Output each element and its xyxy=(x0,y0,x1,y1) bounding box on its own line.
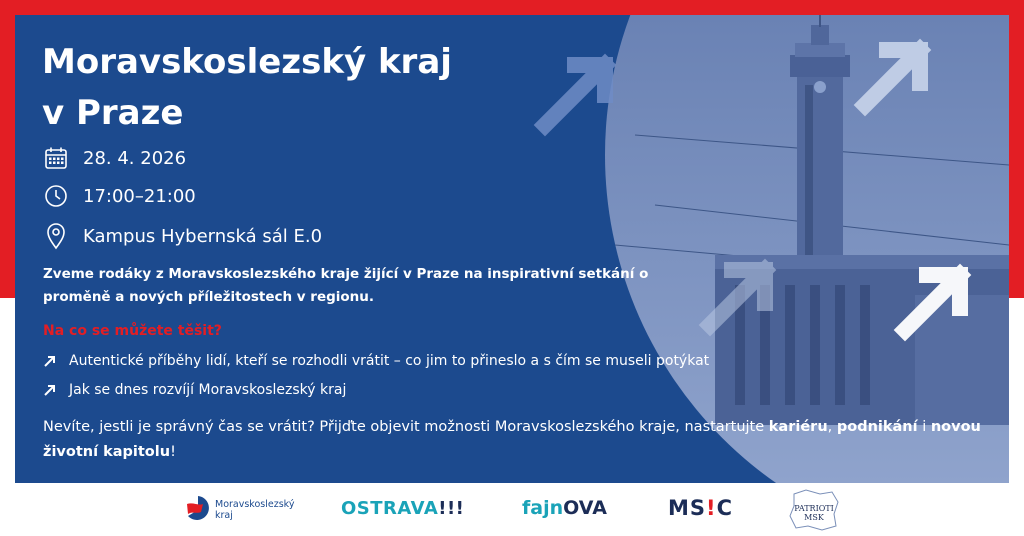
patrioti-logo-line-2: MSK xyxy=(804,513,824,522)
logo-fajnova xyxy=(522,497,607,519)
time-row xyxy=(43,183,196,209)
closing-bold-business: podnikání xyxy=(836,419,918,435)
date-row xyxy=(43,145,186,171)
highlight-item xyxy=(43,353,709,369)
event-banner xyxy=(15,15,1009,483)
event-title xyxy=(42,37,562,139)
logo-moravskoslezsky-kraj xyxy=(185,494,294,526)
highlight-text: Jak se dnes rozvíjí Moravskoslezský kraj xyxy=(69,382,347,398)
closing-text xyxy=(43,415,983,465)
msk-logo-line-2: kraj xyxy=(215,510,233,521)
location-pin-icon xyxy=(43,223,69,249)
fajnova-logo-text-a: fajn xyxy=(522,497,564,519)
partner-logos xyxy=(0,488,1024,536)
msic-logo-text-b: C xyxy=(716,496,734,520)
logo-ostrava xyxy=(341,498,464,519)
event-description: Zveme rodáky z Moravskoslezského kraje žijící v Praze na inspirativní setkání o proměně a nových příležitostech v regionu. xyxy=(43,266,649,305)
event-venue: Kampus Hybernská sál E.0 xyxy=(83,225,323,247)
title-line-2: v Praze xyxy=(42,93,184,133)
msic-logo-exclamation: ! xyxy=(706,496,717,520)
msk-emblem-icon xyxy=(185,494,211,526)
patrioti-logo-line-1: PATRIOTI xyxy=(794,504,834,513)
msic-logo-text-a: MS xyxy=(668,496,707,520)
closing-text-part: Nevíte, jestli je správný čas se vrátit? Přijďte objevit možnosti Moravskoslezského kraje, nastartujte xyxy=(43,419,769,435)
closing-end: ! xyxy=(170,444,176,460)
highlights-heading: Na co se můžete těšit? xyxy=(43,323,222,339)
ostrava-logo-text: OSTRAVA xyxy=(341,498,439,519)
highlight-text: Autentické příběhy lidí, kteří se rozhodli vrátit – co jim to přineslo a s čím se museli potýkat xyxy=(69,353,710,369)
venue-row xyxy=(43,223,322,249)
title-line-1: Moravskoslezský kraj xyxy=(42,42,452,82)
closing-text-part: i xyxy=(917,419,931,435)
logo-patrioti-msk xyxy=(786,488,842,532)
clock-icon xyxy=(43,183,69,209)
highlight-item xyxy=(43,382,346,398)
fajnova-logo-text-b: OVA xyxy=(563,497,607,519)
event-time: 17:00–21:00 xyxy=(83,185,196,207)
arrow-up-right-icon xyxy=(43,354,57,368)
logo-msic xyxy=(668,496,733,520)
arrow-up-right-icon xyxy=(43,383,57,397)
event-date: 28. 4. 2026 xyxy=(83,147,187,169)
ostrava-logo-exclamations: !!! xyxy=(438,498,465,519)
closing-bold-career: kariéru xyxy=(768,419,828,435)
calendar-icon xyxy=(43,145,69,171)
closing-separator: , xyxy=(827,419,837,435)
msk-logo-line-1: Moravskoslezský xyxy=(215,499,295,510)
closing-bold-chapter: novou životní kapitolu xyxy=(43,419,981,460)
